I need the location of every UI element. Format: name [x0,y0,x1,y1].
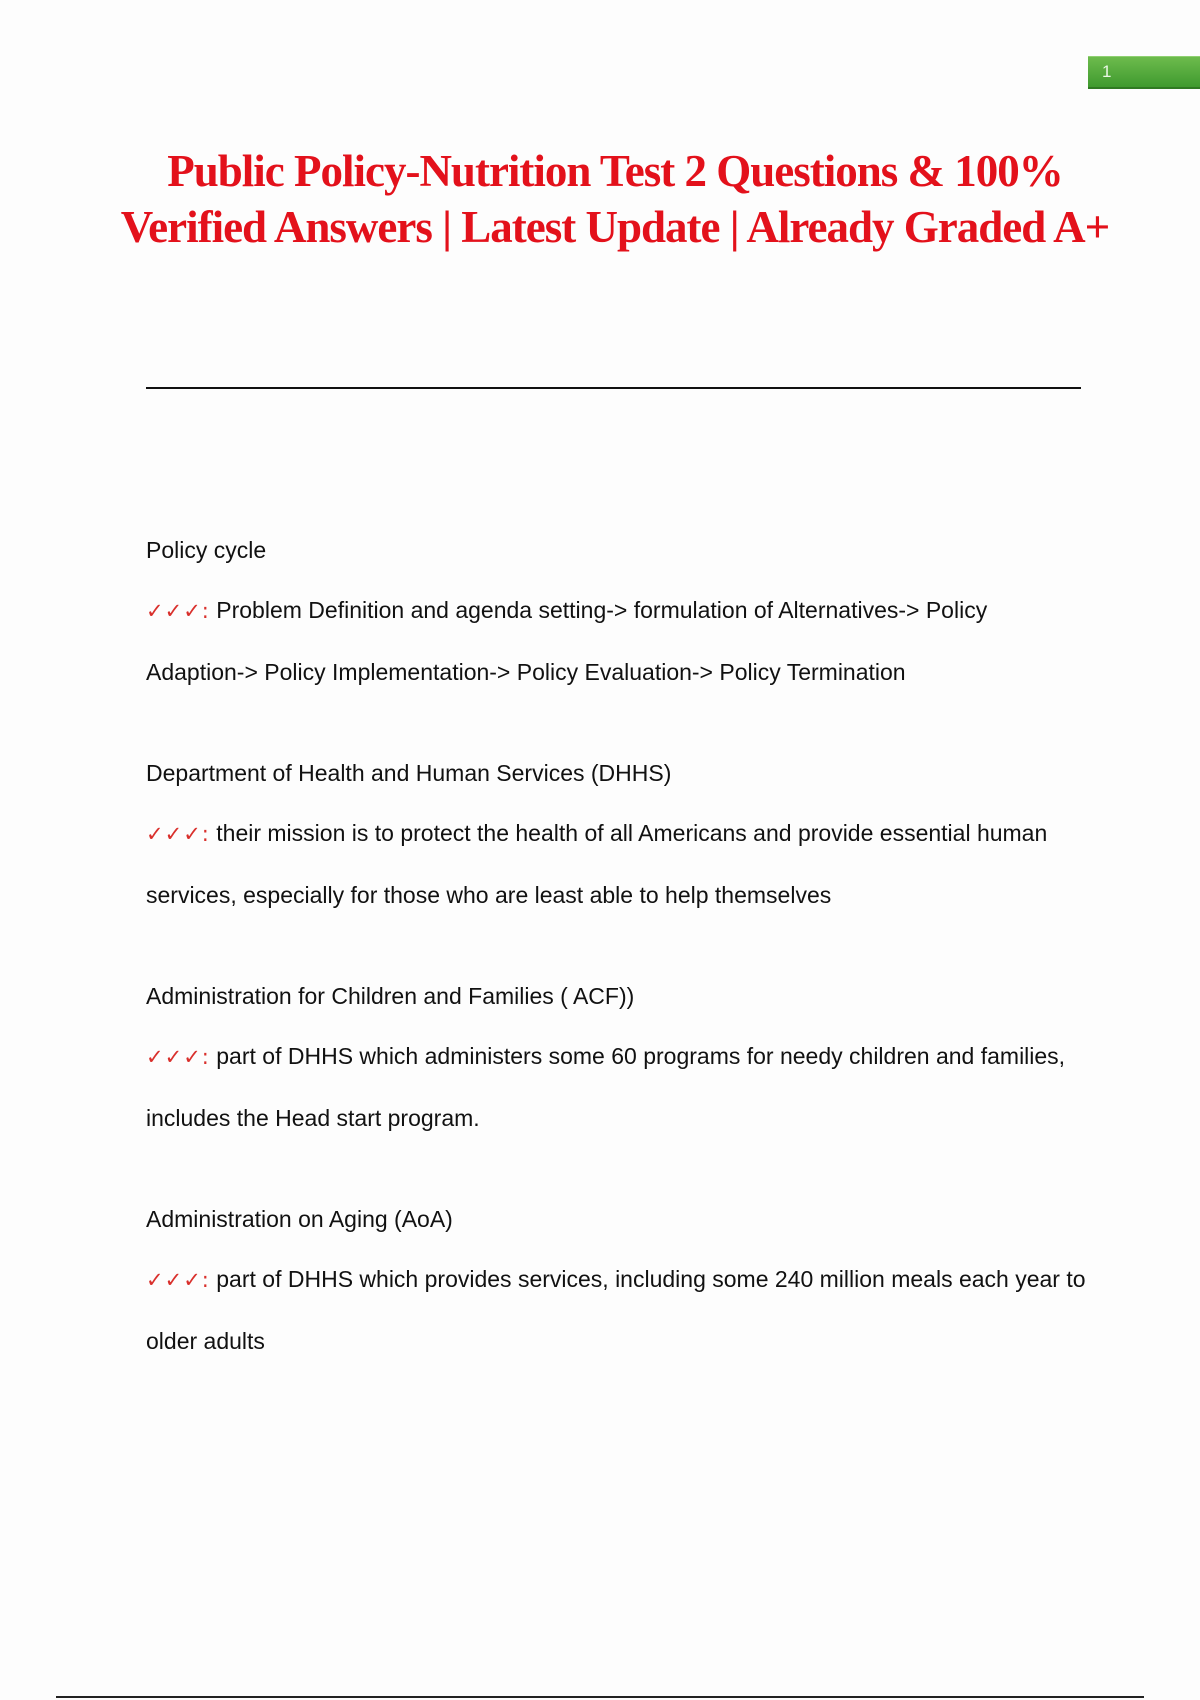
title-divider [146,387,1081,389]
answer-text: Problem Definition and agenda setting-> formulation of Alternatives-> Policy Adaption-> Policy Implementation-> Policy Evaluation-> Policy Termination [146,597,988,685]
checkmarks-icon: ✓✓✓: [146,1045,210,1069]
question-term: Administration on Aging (AoA) [146,1206,453,1232]
document-title: Public Policy-Nutrition Test 2 Questions & 100% Verified Answers | Latest Update | Already Graded A+ [120,146,1110,252]
checkmarks-icon: ✓✓✓: [146,1268,210,1292]
question-term: Policy cycle [146,537,267,563]
page-number-badge [1088,56,1200,89]
answer-definition [146,1249,1086,1372]
answer-definition [146,1026,1086,1149]
question-term: Department of Health and Human Services (DHHS) [146,760,672,786]
answer-definition [146,803,1086,926]
footer-divider [56,1696,1144,1698]
qa-item [146,751,1086,926]
question-term: Administration for Children and Families ( ACF)) [146,983,635,1009]
answer-text: their mission is to protect the health of all Americans and provide essential human services, especially for those who are least able to help themselves [146,820,1048,908]
page-number: 1 [1102,62,1112,81]
answer-text: part of DHHS which administers some 60 programs for needy children and families, includes the Head start program. [146,1043,1066,1131]
qa-item [146,974,1086,1149]
answer-text: part of DHHS which provides services, including some 240 million meals each year to older adults [146,1266,1086,1354]
qa-item [146,1197,1086,1372]
checkmarks-icon: ✓✓✓: [146,822,210,846]
checkmarks-icon: ✓✓✓: [146,599,210,623]
qa-item [146,528,1086,703]
qa-list [146,528,1086,1420]
answer-definition [146,580,1086,703]
